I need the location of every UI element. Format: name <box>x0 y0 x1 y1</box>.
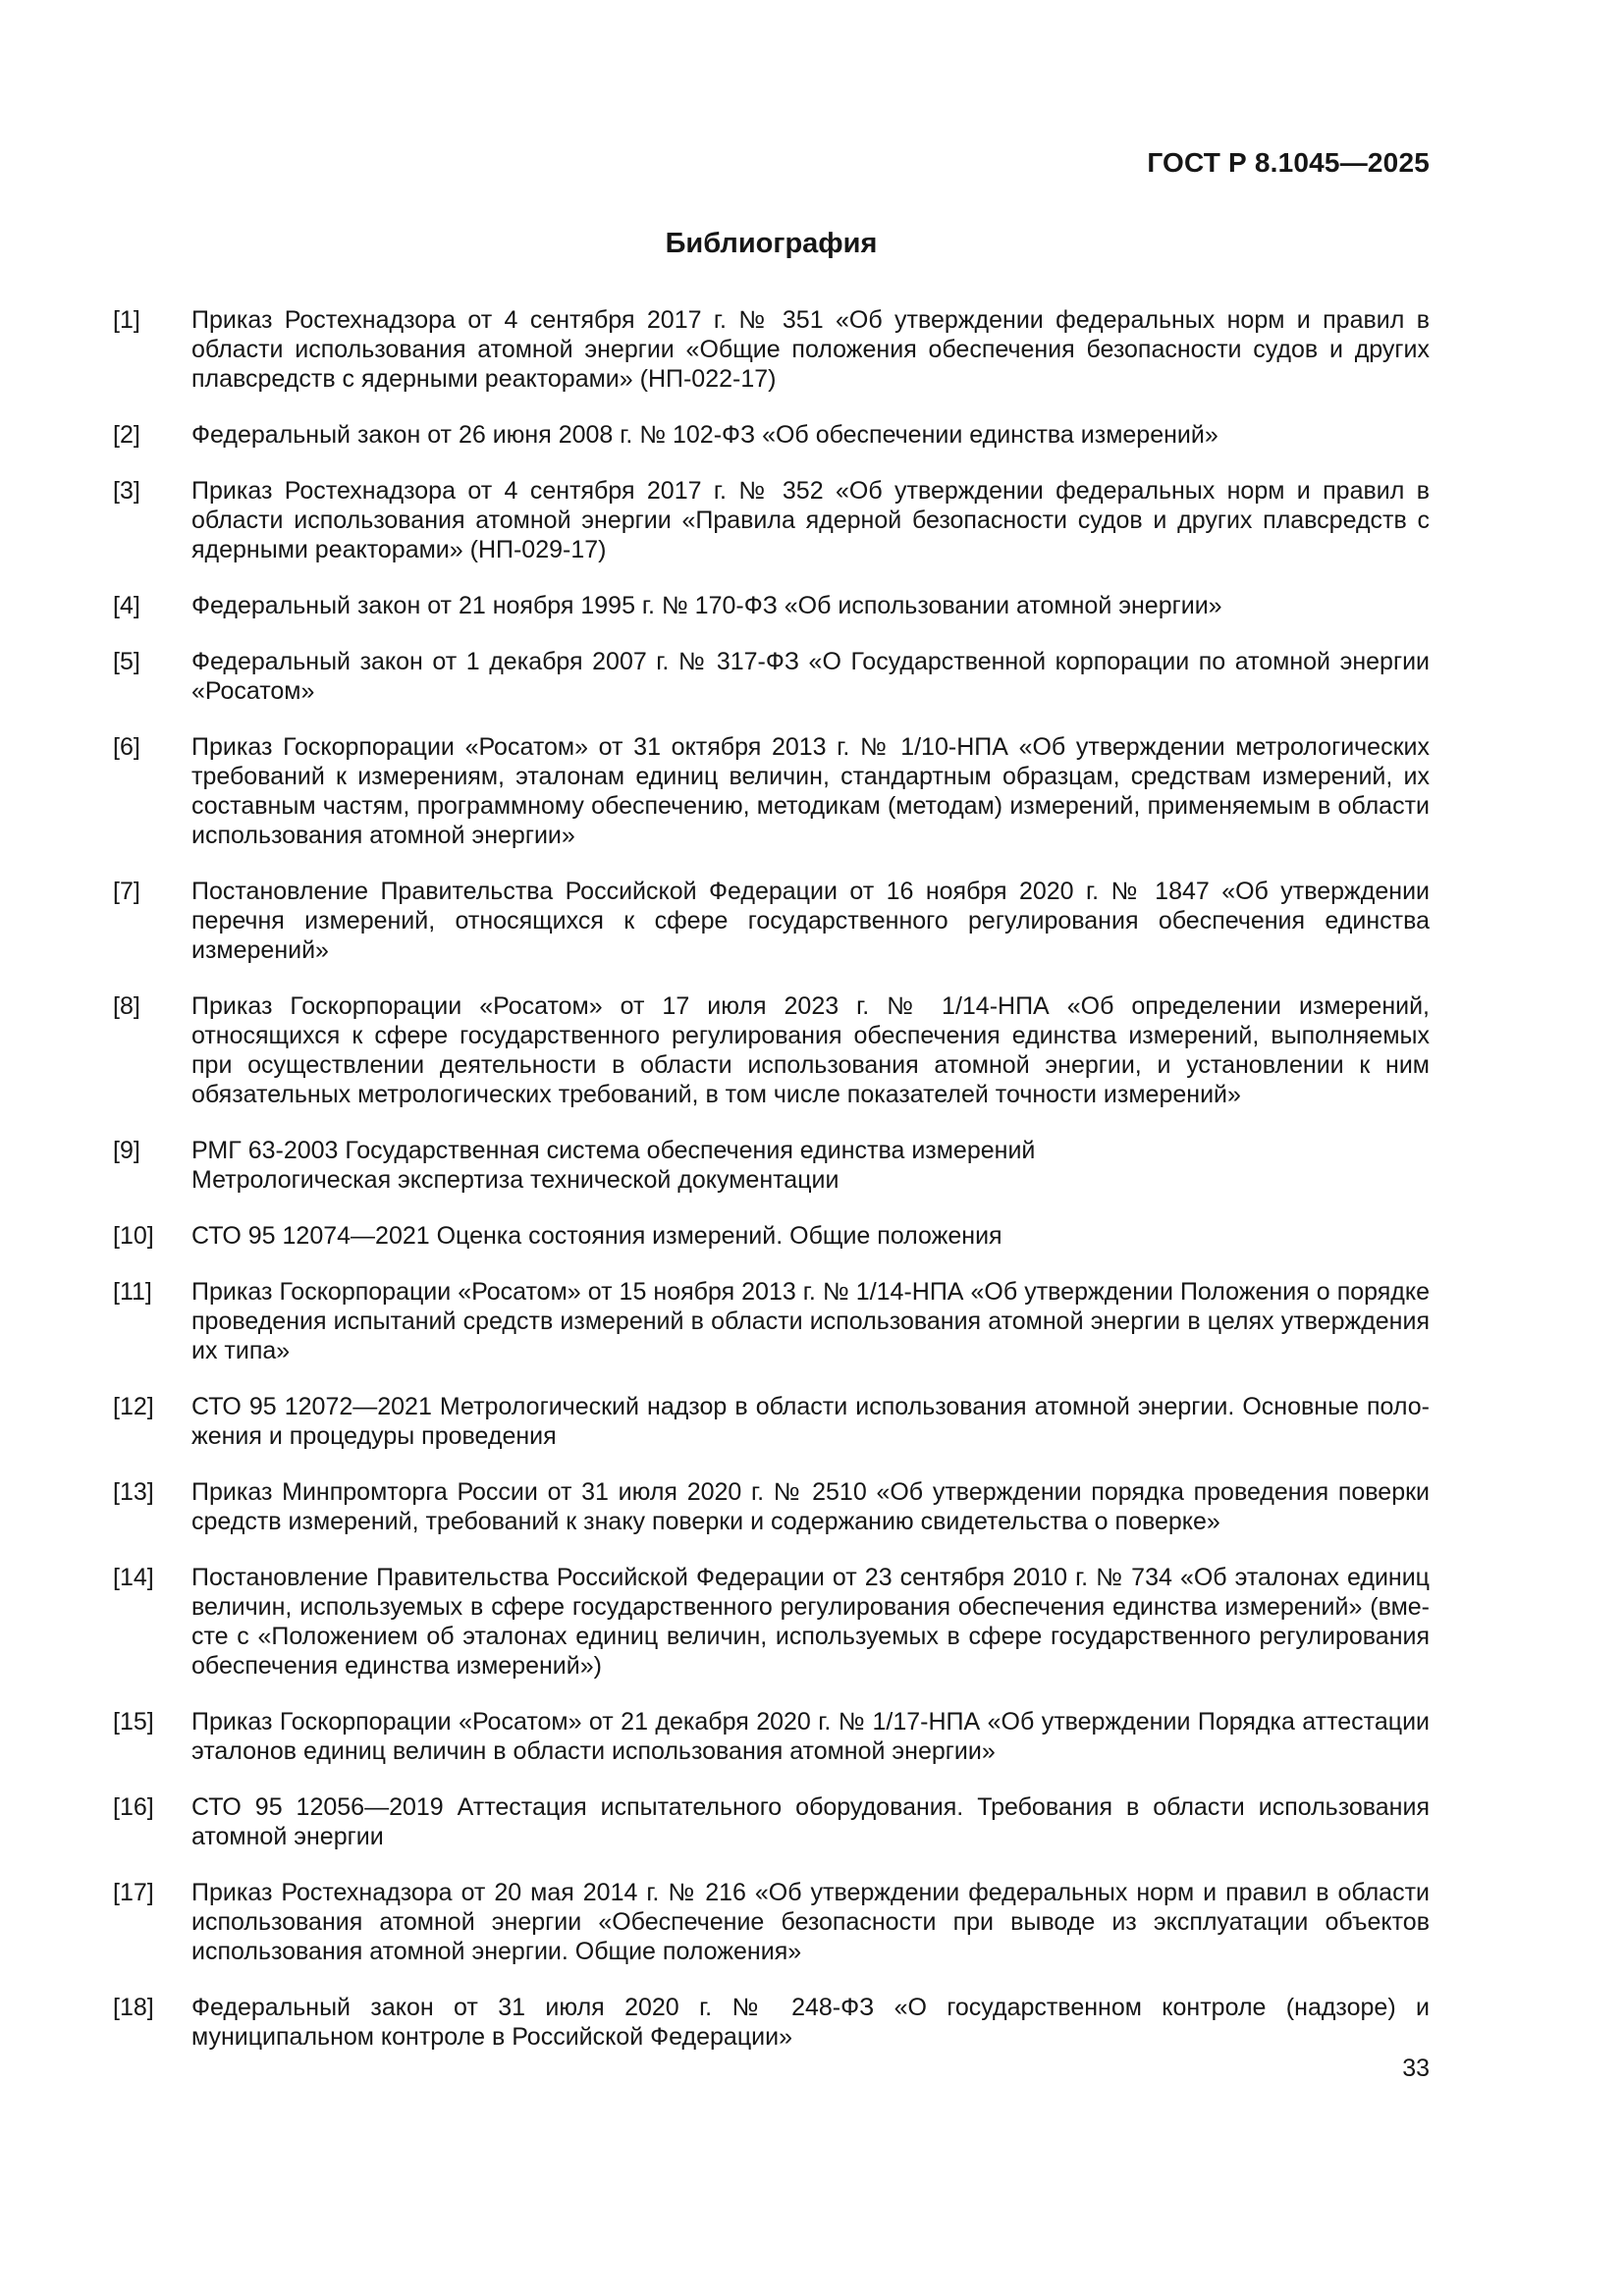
reference-text: Приказ Госкорпорации «Росатом» от 15 ноября 2013 г. № 1/14-НПА «Об утверждении Положения о порядке проведения испытаний средств измерений в области использования атомной энергии в целях утверждения их типа» <box>191 1278 1430 1364</box>
reference-text: Приказ Ростехнадзора от 4 сентября 2017 г. № 351 «Об утверждении федеральных норм и правил в области использования атомной энергии «Общие положения обеспечения безопасности судов и других плавсредств с ядерными реакторами» (НП-022-17) <box>191 306 1430 393</box>
reference-number: [2] <box>113 421 140 449</box>
reference-number: [16] <box>113 1793 154 1821</box>
reference-item <box>113 420 1430 450</box>
reference-number: [17] <box>113 1879 154 1906</box>
reference-text: Федеральный закон от 31 июля 2020 г. № 248-ФЗ «О государственном контроле (надзоре) и муниципальном контроле в Российской Федерации» <box>191 1994 1430 2051</box>
reference-text: Приказ Госкорпорации «Росатом» от 31 октября 2013 г. № 1/10-НПА «Об утверждении метрологических требований к измерениям, эталонам единиц величин, стандартным образцам, средствам измерений, их составным частям, программному обеспечению, методикам (методам) измерений, применяемым в области использования атомной энергии» <box>191 733 1430 849</box>
reference-text: Постановление Правительства Российской Федерации от 23 сентября 2010 г. № 734 «Об эталонах единиц величин, используемых в сфере государственного регулирования обеспечения единства измерений» (вместе с «Положением об эталонах единиц величин, используемых в сфере государственного регулирования обеспечения единства измерений») <box>191 1564 1430 1680</box>
reference-item <box>113 1993 1430 2052</box>
reference-text: СТО 95 12056—2019 Аттестация испытательного оборудования. Требования в области использования атомной энергии <box>191 1793 1430 1850</box>
reference-number: [7] <box>113 878 140 905</box>
reference-text: Приказ Госкорпорации «Росатом» от 21 декабря 2020 г. № 1/17-НПА «Об утверждении Порядка аттестации эталонов единиц величин в области использования атомной энергии» <box>191 1708 1430 1765</box>
reference-item <box>113 1563 1430 1681</box>
reference-number: [11] <box>113 1278 152 1306</box>
reference-text: Федеральный закон от 21 ноября 1995 г. № 170-ФЗ «Об использовании атомной энергии» <box>191 592 1222 619</box>
reference-text: Приказ Ростехнадзора от 20 мая 2014 г. № 216 «Об утверждении федеральных норм и правил в области использования атомной энергии «Обеспечение безопасности при выводе из эксплуатации объектов использования атомной энергии. Общие положения» <box>191 1879 1430 1965</box>
reference-item <box>113 1277 1430 1365</box>
reference-item <box>113 476 1430 564</box>
reference-item <box>113 591 1430 620</box>
reference-number: [9] <box>113 1137 140 1164</box>
reference-text: РМГ 63-2003 Государственная система обеспечения единства измерений Метрологическая экспертиза технической документации <box>191 1137 1036 1194</box>
reference-item <box>113 1392 1430 1451</box>
reference-text: Приказ Минпромторга России от 31 июля 2020 г. № 2510 «Об утверждении порядка проведения поверки средств измерений, требований к знаку поверки и содержанию свидетельства о поверке» <box>191 1478 1430 1535</box>
reference-item <box>113 1477 1430 1536</box>
reference-item <box>113 1792 1430 1851</box>
reference-number: [15] <box>113 1708 154 1735</box>
reference-item <box>113 1878 1430 1966</box>
page-title: Библиография <box>665 228 878 259</box>
reference-number: [10] <box>113 1222 154 1250</box>
reference-number: [3] <box>113 477 140 505</box>
reference-text: Постановление Правительства Российской Федерации от 16 ноября 2020 г. № 1847 «Об утверждении перечня измерений, относящихся к сфере государственного регулирования обеспечения единства измерений» <box>191 878 1430 964</box>
reference-item <box>113 732 1430 850</box>
page-number: 33 <box>1402 2055 1430 2082</box>
reference-number: [5] <box>113 648 140 675</box>
references-list <box>113 305 1430 2078</box>
reference-number: [1] <box>113 306 140 334</box>
reference-item <box>113 1136 1430 1195</box>
reference-item <box>113 1221 1430 1251</box>
reference-number: [8] <box>113 992 140 1020</box>
reference-item <box>113 647 1430 706</box>
reference-text: Федеральный закон от 1 декабря 2007 г. № 317-ФЗ «О Государственной корпорации по атомной энергии «Росатом» <box>191 648 1430 705</box>
reference-item <box>113 1707 1430 1766</box>
reference-number: [14] <box>113 1564 154 1591</box>
reference-number: [18] <box>113 1994 154 2021</box>
reference-text: Приказ Ростехнадзора от 4 сентября 2017 г. № 352 «Об утверждении федеральных норм и правил в области использования атомной энергии «Правила ядерной безопасности судов и других плавсредств с ядерными реакторами» (НП-029-17) <box>191 477 1430 563</box>
reference-text: Приказ Госкорпорации «Росатом» от 17 июля 2023 г. № 1/14-НПА «Об определении измерений, относящихся к сфере государственного регулирования обеспечения единства измерений, выполняемых при осуществлении деятельности в области использования атомной энергии, и установлении к ним обязательных метрологических требований, в том числе показателей точности измерений» <box>191 992 1430 1108</box>
reference-number: [12] <box>113 1393 154 1420</box>
reference-number: [13] <box>113 1478 154 1506</box>
reference-text: СТО 95 12074—2021 Оценка состояния измерений. Общие положения <box>191 1222 1002 1250</box>
reference-number: [4] <box>113 592 140 619</box>
reference-number: [6] <box>113 733 140 761</box>
reference-item <box>113 991 1430 1109</box>
reference-text: Федеральный закон от 26 июня 2008 г. № 102-ФЗ «Об обеспечении единства измерений» <box>191 421 1218 449</box>
document-code: ГОСТ Р 8.1045—2025 <box>1147 147 1430 178</box>
reference-item <box>113 877 1430 965</box>
reference-text: СТО 95 12072—2021 Метрологический надзор в области использования атомной энергии. Основные положения и процедуры проведения <box>191 1393 1430 1450</box>
reference-item <box>113 305 1430 394</box>
